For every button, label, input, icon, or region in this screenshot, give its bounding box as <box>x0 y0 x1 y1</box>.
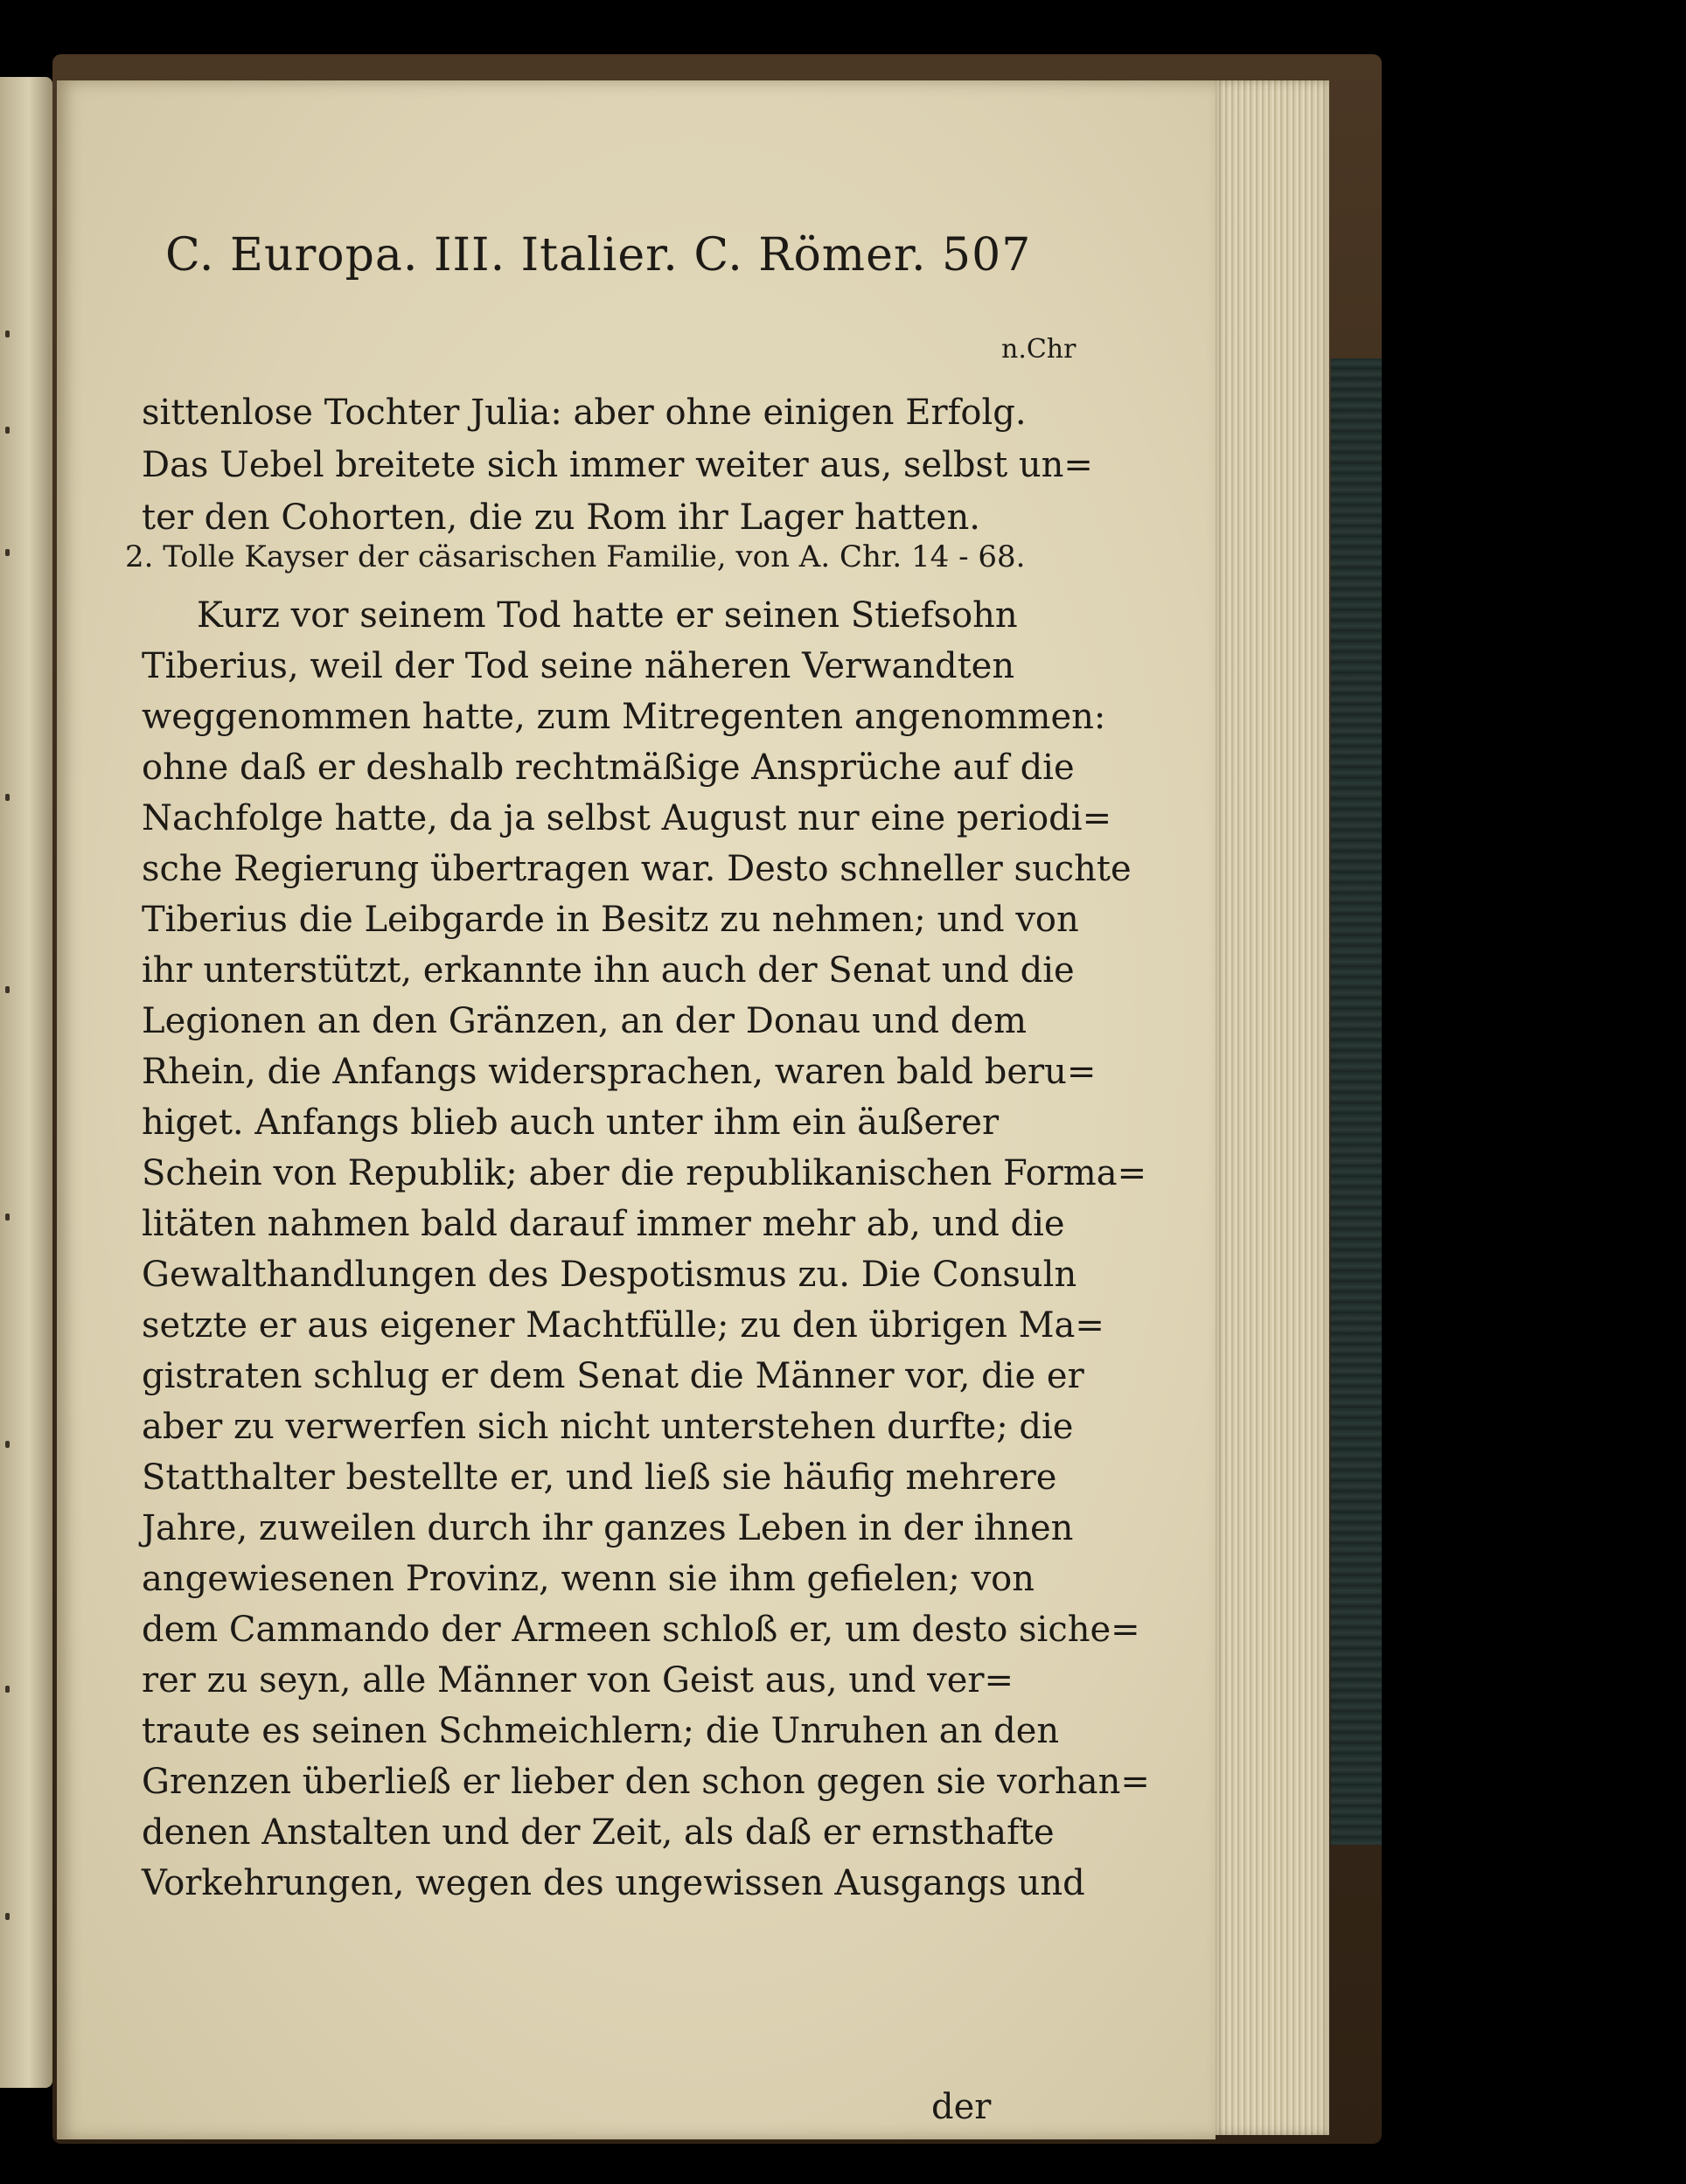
ink-mark <box>5 1686 10 1693</box>
text-line: Vorkehrungen, wegen des ungewissen Ausgangs und <box>142 1863 1085 1903</box>
text-line: Schein von Republik; aber die republikanischen Forma= <box>142 1153 1147 1193</box>
text-line: denen Anstalten und der Zeit, als daß er ernsthafte <box>142 1812 1055 1853</box>
text-line: setzte er aus eigener Machtfülle; zu den übrigen Ma= <box>142 1305 1104 1346</box>
text-line: weggenommen hatte, zum Mitregenten angenommen: <box>142 697 1106 737</box>
text-line: aber zu verwerfen sich nicht unterstehen durfte; die <box>142 1407 1074 1447</box>
text-line: ihr unterstützt, erkannte ihn auch der Senat und die <box>142 950 1075 991</box>
text-line: Jahre, zuweilen durch ihr ganzes Leben in der ihnen <box>142 1508 1074 1548</box>
ink-mark <box>5 427 10 434</box>
text-line: Gewalthandlungen des Despotismus zu. Die Consuln <box>142 1255 1077 1295</box>
text-line: Grenzen überließ er lieber den schon gegen sie vorhan= <box>142 1762 1150 1802</box>
book-page <box>57 80 1216 2139</box>
text-line: higet. Anfangs blieb auch unter ihm ein äußerer <box>142 1102 1000 1143</box>
ink-mark <box>5 986 10 993</box>
text-line: Statthalter bestellte er, und ließ sie häufig mehrere <box>142 1457 1057 1498</box>
text-line: sche Regierung übertragen war. Desto schneller suchte <box>142 849 1132 889</box>
text-line: Nachfolge hatte, da ja selbst August nur eine periodi= <box>142 798 1112 838</box>
ink-mark <box>5 794 10 801</box>
text-line: traute es seinen Schmeichlern; die Unruhen an den <box>142 1711 1060 1751</box>
text-line: Kurz vor seinem Tod hatte er seinen Stiefsohn <box>197 595 1018 636</box>
text-line: ter den Cohorten, die zu Rom ihr Lager hatten. <box>142 497 980 538</box>
cover-marbled-band <box>1331 358 1382 1845</box>
text-line: rer zu seyn, alle Männer von Geist aus, und ver= <box>142 1660 1014 1701</box>
catchword: der <box>931 2087 992 2127</box>
margin-note: n.Chr <box>1001 334 1076 365</box>
text-line: dem Cammando der Armeen schloß er, um desto siche= <box>142 1610 1140 1650</box>
text-line: Tiberius, weil der Tod seine näheren Verwandten <box>142 646 1015 686</box>
text-line: gistraten schlug er dem Senat die Männer vor, die er <box>142 1356 1084 1396</box>
text-line: Rhein, die Anfangs widersprachen, waren bald beru= <box>142 1052 1097 1092</box>
text-line: sittenlose Tochter Julia: aber ohne einigen Erfolg. <box>142 393 1027 433</box>
left-page-edge <box>0 77 52 2088</box>
text-line: ohne daß er deshalb rechtmäßige Ansprüche auf die <box>142 748 1075 788</box>
ink-mark <box>5 1441 10 1448</box>
page-text <box>57 80 1216 2139</box>
running-header: C. Europa. III. Italier. C. Römer. 507 <box>165 229 1032 282</box>
page-edges <box>1216 80 1329 2135</box>
section-title: 2. Tolle Kayser der cäsarischen Familie, von A. Chr. 14 - 68. <box>125 539 1026 574</box>
text-line: angewiesenen Provinz, wenn sie ihm gefielen; von <box>142 1559 1035 1599</box>
text-line: Tiberius die Leibgarde in Besitz zu nehmen; und von <box>142 900 1079 940</box>
ink-mark <box>5 1913 10 1920</box>
text-line: Das Uebel breitete sich immer weiter aus, selbst un= <box>142 445 1093 485</box>
ink-mark <box>5 1214 10 1221</box>
ink-mark <box>5 330 10 337</box>
text-line: Legionen an den Gränzen, an der Donau und dem <box>142 1001 1028 1041</box>
ink-mark <box>5 549 10 556</box>
text-line: litäten nahmen bald darauf immer mehr ab, und die <box>142 1204 1065 1244</box>
